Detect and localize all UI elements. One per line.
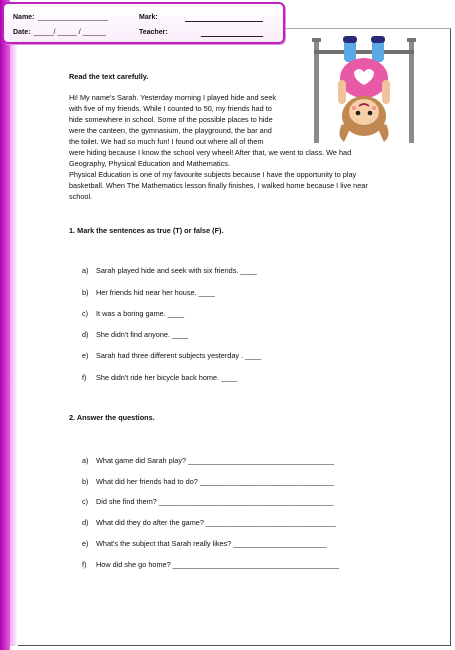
question-answer-line[interactable]: What game did Sarah play? ____________________________________ — [96, 456, 335, 465]
question-letter: b) — [82, 477, 89, 486]
question-answer-line[interactable]: Did she find them? ___________________________________________ — [96, 497, 334, 506]
date-label: Date: — [13, 29, 31, 36]
question-letter: f) — [82, 560, 87, 569]
left-decorative-bar — [0, 0, 10, 650]
mark-label: Mark: — [139, 14, 158, 21]
question-letter: a) — [82, 456, 89, 465]
reading-line: with five of my friends. While I counted to 50, my friends had to — [69, 104, 272, 113]
section2-title: 2. Answer the questions. — [69, 413, 155, 422]
tf-statement[interactable]: She didn't ride her bicycle back home. ____ — [96, 373, 238, 382]
reading-line: were hiding because I know the school very wheel! After that, we went to class. We had — [69, 148, 352, 157]
tf-letter: e) — [82, 351, 89, 360]
header-box — [2, 2, 285, 44]
question-letter: d) — [82, 518, 89, 527]
tf-letter: a) — [82, 266, 89, 275]
question-answer-line[interactable]: What did her friends had to do? _________________________________ — [96, 477, 334, 486]
date-blank[interactable]: _____/ _____ / ______ — [34, 29, 107, 36]
tf-letter: d) — [82, 330, 89, 339]
tf-letter: b) — [82, 288, 89, 297]
question-letter: e) — [82, 539, 89, 548]
reading-line: Hi! My name's Sarah. Yesterday morning I played hide and seek — [69, 93, 277, 102]
reading-line: Geography, Physical Education and Mathematics. — [69, 159, 230, 168]
reading-line: the toilet. We had so much fun! I found out where all of them — [69, 137, 264, 146]
question-answer-line[interactable]: What's the subject that Sarah really likes? _______________________ — [96, 539, 327, 548]
reading-line: basketball. When The Mathematics lesson finally finishes, I walked home because I live near — [69, 181, 368, 190]
section1-title: 1. Mark the sentences as true (T) or false (F). — [69, 226, 224, 235]
left-decorative-gradient — [10, 28, 18, 646]
question-answer-line[interactable]: How did she go home? _________________________________________ — [96, 560, 340, 569]
mark-field[interactable] — [185, 21, 263, 22]
tf-statement[interactable]: Sarah had three different subjects yesterday . ____ — [96, 351, 262, 360]
tf-statement[interactable]: Sarah played hide and seek with six friends. ____ — [96, 266, 257, 275]
reading-line: school. — [69, 192, 93, 201]
name-label: Name: — [13, 14, 35, 21]
reading-line: hide somewhere in school. Some of the possible places to hide — [69, 115, 273, 124]
question-letter: c) — [82, 497, 89, 506]
reading-instruction: Read the text carefully. — [69, 72, 149, 81]
tf-letter: c) — [82, 309, 89, 318]
tf-statement[interactable]: Her friends hid near her house. ____ — [96, 288, 215, 297]
name-blank[interactable]: __________________ — [38, 14, 109, 21]
tf-statement[interactable]: It was a boring game. ____ — [96, 309, 185, 318]
teacher-field[interactable] — [201, 36, 263, 37]
girl-hanging-illustration — [310, 36, 420, 146]
reading-line: were the canteen, the gymnasium, the playground, the bar and — [69, 126, 272, 135]
reading-line: Physical Education is one of my favourite subjects because I have the opportunity to play — [69, 170, 357, 179]
teacher-label: Teacher: — [139, 29, 168, 36]
question-answer-line[interactable]: What did they do after the game? ________________________________ — [96, 518, 336, 527]
tf-statement[interactable]: She didn't find anyone. ____ — [96, 330, 189, 339]
tf-letter: f) — [82, 373, 87, 382]
